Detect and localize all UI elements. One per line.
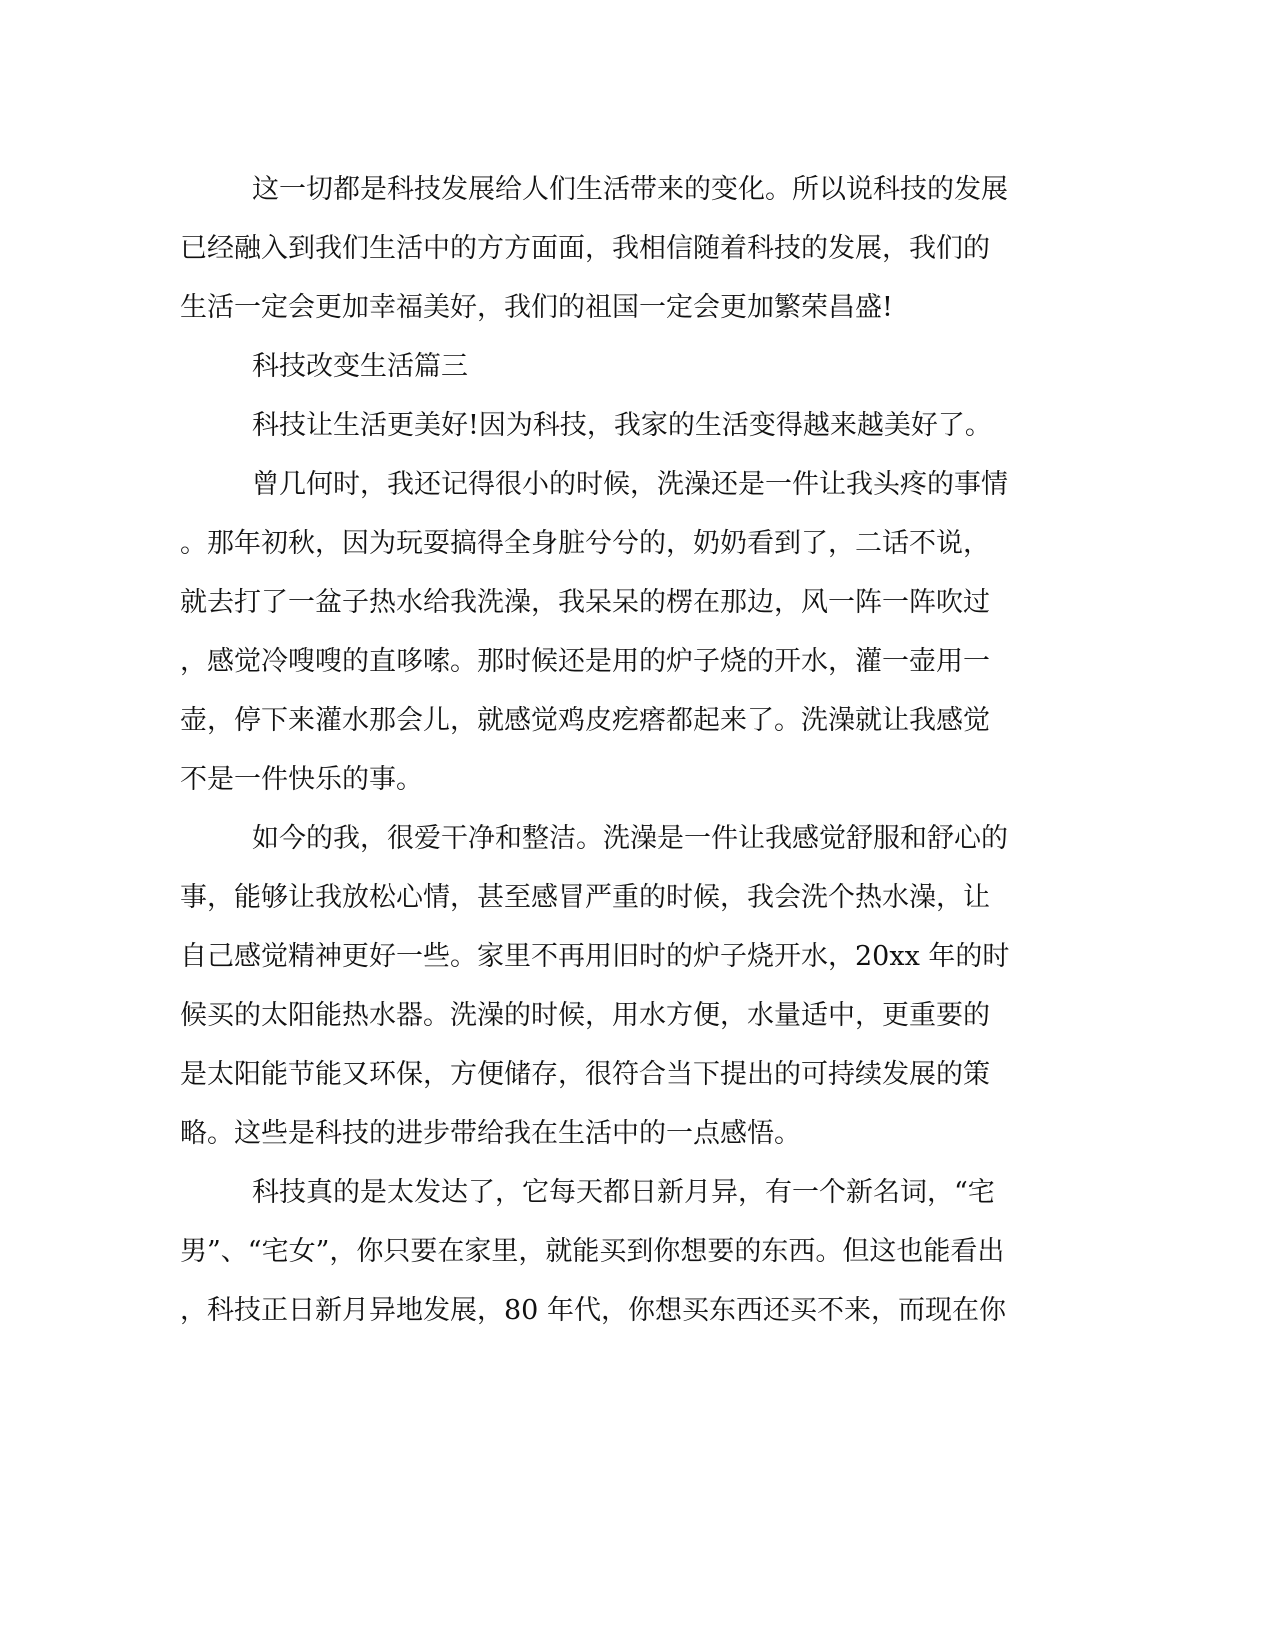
text-line: 壶，停下来灌水那会儿，就感觉鸡皮疙瘩都起来了。洗澡就让我感觉 <box>180 705 990 736</box>
text-line: 科技改变生活篇三 <box>252 351 468 382</box>
text-line: 男”、“宅女”，你只要在家里，就能买到你想要的东西。但这也能看出 <box>180 1236 1005 1267</box>
text-line: 如今的我，很爱干净和整洁。洗澡是一件让我感觉舒服和舒心的 <box>252 823 1008 854</box>
text-line: 科技让生活更美好!因为科技，我家的生活变得越来越美好了。 <box>252 410 992 441</box>
text-line: 这一切都是科技发展给人们生活带来的变化。所以说科技的发展 <box>252 174 1008 205</box>
text-line: 事，能够让我放松心情，甚至感冒严重的时候，我会洗个热水澡，让 <box>180 882 990 913</box>
text-line: 曾几何时，我还记得很小的时候，洗澡还是一件让我头疼的事情 <box>252 469 1008 500</box>
text-line: ，科技正日新月异地发展，80 年代，你想买东西还买不来，而现在你 <box>180 1295 1006 1326</box>
document-body <box>180 160 1030 1340</box>
text-line: 生活一定会更加幸福美好，我们的祖国一定会更加繁荣昌盛! <box>180 292 893 323</box>
text-line: 自己感觉精神更好一些。家里不再用旧时的炉子烧开水，20xx 年的时 <box>180 941 1010 972</box>
text-line: 是太阳能节能又环保，方便储存，很符合当下提出的可持续发展的策 <box>180 1059 990 1090</box>
text-line: 候买的太阳能热水器。洗澡的时候，用水方便，水量适中，更重要的 <box>180 1000 990 1031</box>
text-line: ，感觉冷嗖嗖的直哆嗦。那时候还是用的炉子烧的开水，灌一壶用一 <box>180 646 990 677</box>
text-line: 。那年初秋，因为玩耍搞得全身脏兮兮的，奶奶看到了，二话不说， <box>180 528 990 559</box>
text-line: 不是一件快乐的事。 <box>180 764 423 795</box>
text-line: 已经融入到我们生活中的方方面面，我相信随着科技的发展，我们的 <box>180 233 990 264</box>
text-line: 就去打了一盆子热水给我洗澡，我呆呆的楞在那边，风一阵一阵吹过 <box>180 587 990 618</box>
text-line: 科技真的是太发达了，它每天都日新月异，有一个新名词，“宅 <box>252 1177 995 1208</box>
text-line: 略。这些是科技的进步带给我在生活中的一点感悟。 <box>180 1118 801 1149</box>
